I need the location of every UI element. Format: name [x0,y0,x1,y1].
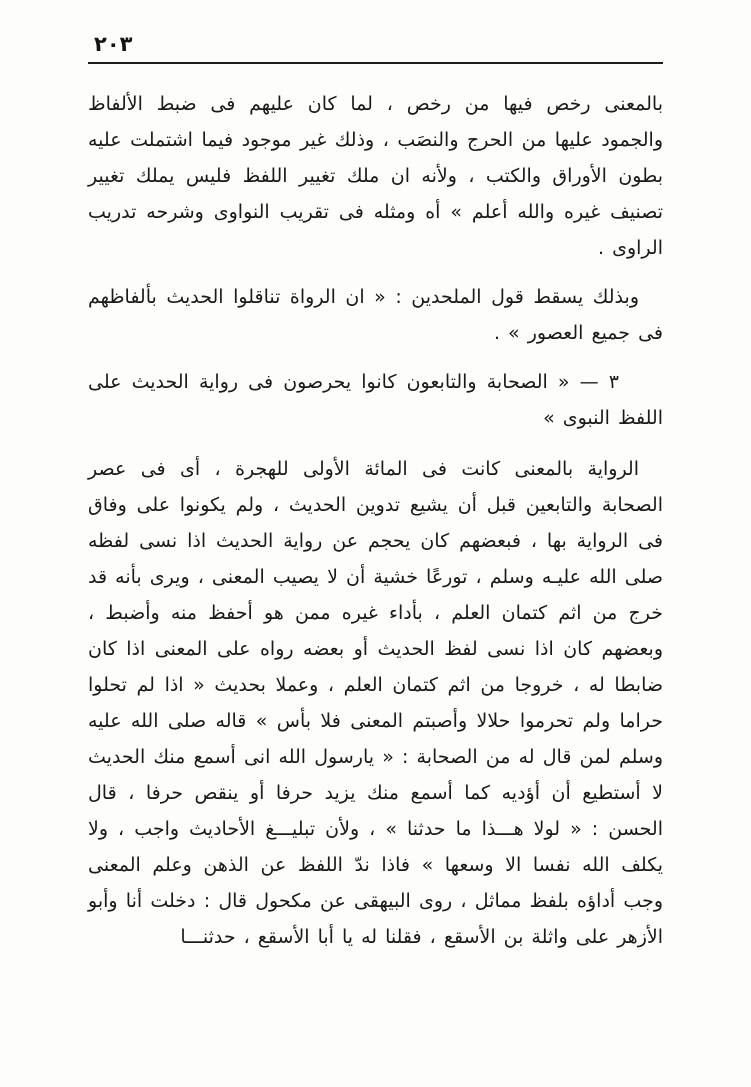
header-rule [88,62,663,64]
page-text [88,86,663,955]
paragraph-body: الرواية بالمعنى كانت فى المائة الأولى للهجرة ، أى فى عصر الصحابة والتابعين قبل أن يشيع تدوين الحديث ، ولم يكونوا على وفاق فى الرواية بها ، فبعضهم كان يحجم عن رواية الحديث اذا نسى لفظه صلى الله عليـه وسلم ، تورعًا خشية أن لا يصيب المعنى ، ويرى بأنه قد خرج من اثم كتمان العلم ، بأداء غيره ممن هو أحفظ منه وأضبط ، وبعضهم كان اذا نسى لفظ الحديث أو بعضه رواه على المعنى اذا كان ضابطا له ، خروجا من اثم كتمان العلم ، وعملا بحديث « اذا لم تحلوا حراما ولم تحرموا حلالا وأصبتم المعنى فلا بأس » قاله صلى الله عليه وسلم لمن قال له من الصحابة : « يارسول الله انى أسمع منك الحديث لا أستطيع أن أؤديه كما أسمع منك يزيد حرفا أو ينقص حرفا ، قال الحسن : « لولا هـــذا ما حدثنا » ، ولأن تبليـــغ الأحاديث واجب ، ولا يكلف الله نفسا الا وسعها » فاذا ندّ اللفظ عن الذهن وعلم المعنى وجب أداؤه بلفظ مماثل ، روى البيهقى عن مكحول قال : دخلت أنا وأبو الأزهر على واثلة بن الأسقع ، فقلنا له يا أبا الأسقع ، حدثنـــا [88,458,663,948]
page-number: ٢٠٣ [94,32,133,56]
paragraph-continuation: بالمعنى رخص فيها من رخص ، لما كان عليهم فى ضبط الألفاظ والجمود عليها من الحرج والنصَب ، وذلك غير موجود فيما اشتملت عليه بطون الأوراق والكتب ، ولأنه ان ملك تغيير اللفظ فليس يملك تغيير تصنيف غيره والله أعلم » أه ومثله فى تقريب النواوى وشرحه تدريب الراوى . [88,93,663,259]
paragraph-conclusion: وبذلك يسقط قول الملحدين : « ان الرواة تناقلوا الحديث بألفاظهم فى جميع العصور » . [88,286,663,344]
page-header [88,30,663,64]
section-heading: ٣ — « الصحابة والتابعون كانوا يحرصون فى رواية الحديث على اللفظ النبوى » [88,371,663,429]
